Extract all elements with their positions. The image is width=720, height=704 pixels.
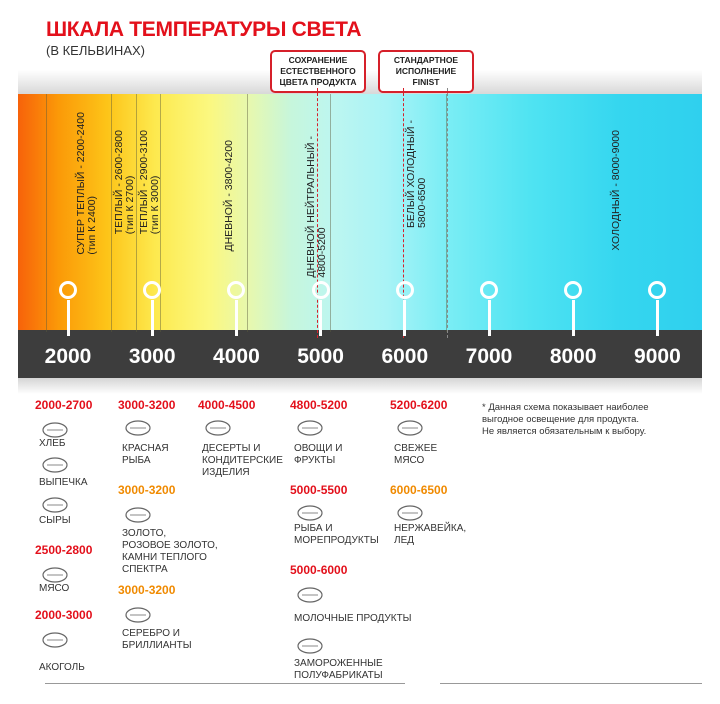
page-subtitle: (В КЕЛЬВИНАХ) [46,43,145,58]
rings-icon [124,505,154,525]
page-title: ШКАЛА ТЕМПЕРАТУРЫ СВЕТА [46,18,362,41]
spectrum-label: СУПЕР ТЕПЛЫЙ - 2200-2400 (тип К 2400) [75,112,98,255]
scale-shadow [18,378,702,394]
temperature-range: 3000-3200 [118,483,176,497]
product-label: ХЛЕБ [39,438,66,449]
steak-icon [41,565,71,585]
spectrum-label: БЕЛЫЙ ХОЛОДНЫЙ - 5800-6500 [405,120,428,229]
product-label: ДЕСЕРТЫ И КОНДИТЕРСКИЕ ИЗДЕЛИЯ [202,443,283,478]
bottle-glass-icon [41,630,71,650]
spectrum-label: ТЕПЛЫЙ - 2600-2800 (тип К 2700) [113,130,136,235]
product-label: СЕРЕБРО И БРИЛЛИАНТЫ [122,628,192,651]
ice-cubes-icon [396,503,426,523]
product-label: НЕРЖАВЕЙКА, ЛЕД [394,523,467,546]
product-label: МОЛОЧНЫЕ ПРОДУКТЫ [294,613,412,624]
product-label: СЫРЫ [39,515,71,526]
spectrum-divider [247,94,248,332]
scale-tick [151,300,154,336]
scale-marker [312,281,330,299]
product-label: МЯСО [39,583,70,594]
product-label: ВЫПЕЧКА [39,477,88,488]
temperature-range: 2000-3000 [35,608,93,622]
callout-finist-standard: СТАНДАРТНОЕ ИСПОЛНЕНИЕ FINIST [378,50,474,93]
scale-value-2000: 2000 [44,345,92,368]
scale-value-6000: 6000 [381,345,429,368]
scale-tick [67,300,70,336]
scale-value-7000: 7000 [465,345,513,368]
temperature-range: 5200-6200 [390,398,448,412]
scale-tick [656,300,659,336]
product-label: КРАСНАЯ РЫБА [122,443,169,466]
scale-marker [396,281,414,299]
temperature-range: 4000-4500 [198,398,256,412]
croissant-icon [41,455,71,475]
scale-tick [488,300,491,336]
temperature-range: 5000-6000 [290,563,348,577]
scale-tick [235,300,238,336]
spectrum-label: ТЕПЛЫЙ - 2900-3100 (тип К 3000) [138,130,161,235]
scale-value-5000: 5000 [297,345,344,368]
product-label: АКОГОЛЬ [39,662,85,673]
fish-icon [124,418,154,438]
scale-tick [319,300,322,336]
spectrum-label: ДНЕВНОЙ НЕЙТРАЛЬНЫЙ - 4800-5200 [305,136,328,278]
product-label: ОВОЩИ И ФРУКТЫ [294,443,343,466]
spectrum-divider [46,94,47,332]
scale-marker [59,281,77,299]
product-label: СВЕЖЕЕ МЯСО [394,443,438,466]
milk-icon [296,585,326,605]
temperature-range: 6000-6500 [390,483,448,497]
spectrum-divider [111,94,112,332]
scale-value-9000: 9000 [634,345,681,368]
spectrum-label: ДНЕВНОЙ - 3800-4200 [223,140,235,252]
scale-tick [572,300,575,336]
scale-value-8000: 8000 [549,345,597,368]
temperature-range: 5000-5500 [290,483,348,497]
temperature-range: 3000-3200 [118,398,176,412]
marker-line [447,88,448,338]
temperature-range: 2000-2700 [35,398,93,412]
temperature-range: 3000-3200 [118,583,176,597]
temperature-range: 4800-5200 [290,398,348,412]
divider [440,683,702,684]
spectrum-label: ХОЛОДНЫЙ - 8000-9000 [610,130,622,251]
callout-natural-color: СОХРАНЕНИЕ ЕСТЕСТВЕННОГО ЦВЕТА ПРОДУКТА [270,50,366,93]
diamond-icon [124,605,154,625]
scale-value-3000: 3000 [128,345,176,368]
spectrum-divider [330,94,331,332]
divider [45,683,405,684]
scale-value-4000: 4000 [213,345,260,368]
cheese-icon [41,495,71,515]
apple-pepper-icon [296,418,326,438]
product-label: ЗАМОРОЖЕННЫЕ ПОЛУФАБРИКАТЫ [294,658,383,681]
steak-icon [396,418,426,438]
spectrum-divider [136,94,137,332]
footnote: * Данная схема показывает наиболее выгодное освещение для продукта. Не является обязательным к выбору. [482,402,649,437]
product-label: РЫБА И МОРЕПРОДУКТЫ [294,523,379,546]
temperature-range: 2500-2800 [35,543,93,557]
bread-icon [41,420,71,440]
scale-marker [480,281,498,299]
frozen-food-icon [296,636,326,656]
scale-tick [403,300,406,336]
fish-crab-icon [296,503,326,523]
product-label: ЗОЛОТО, РОЗОВОЕ ЗОЛОТО, КАМНИ ТЕПЛОГО СПЕКТРА [122,528,218,575]
cake-icon [204,418,234,438]
marker-line-natural [317,88,318,338]
